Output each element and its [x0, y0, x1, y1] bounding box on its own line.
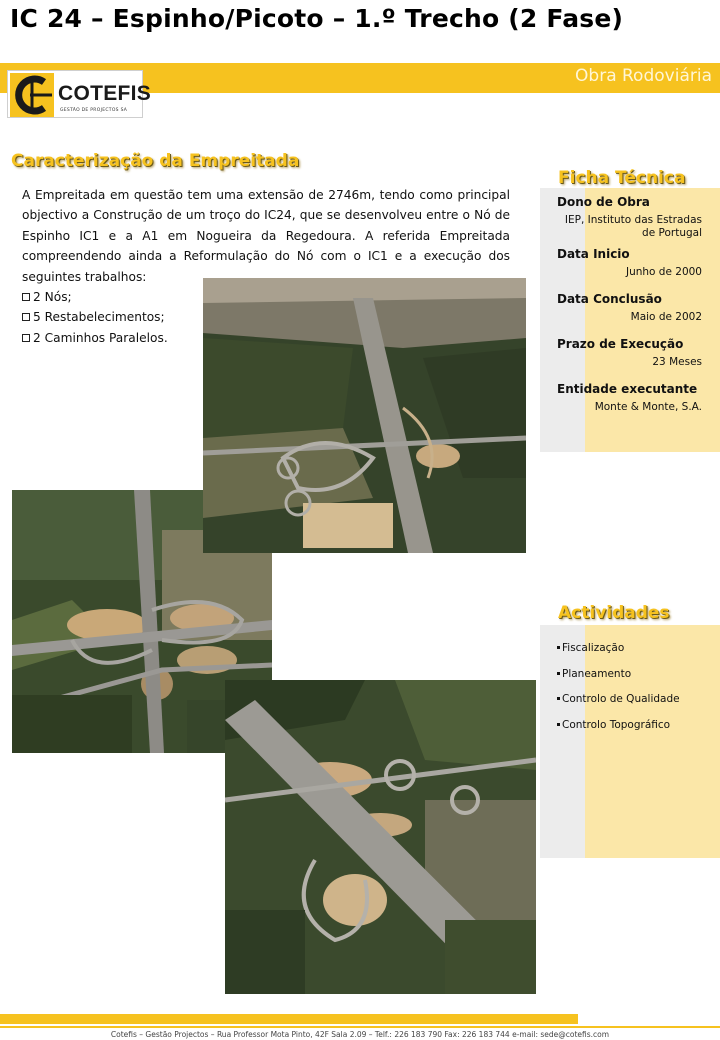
- works-item: 2 Caminhos Paralelos.: [22, 328, 168, 348]
- activity-item: Controlo Topográfico: [557, 719, 680, 745]
- cotefis-logo: [7, 70, 152, 118]
- project-type-label: Obra Rodoviária: [575, 66, 712, 86]
- spec-item-duration: Prazo de Execução 23 Meses: [557, 337, 702, 368]
- spec-item-owner: Dono de Obra IEP, Instituto das Estradas de Portugal: [557, 195, 702, 239]
- logo-subtitle: GESTÃO DE PROJECTOS SA: [60, 108, 128, 113]
- footer-band: [0, 1014, 578, 1024]
- characterization-text: A Empreitada em questão tem uma extensão de 2746m, tendo como principal objectivo a Construção de um troço do IC24, que se desenvolveu entre o Nó de Espinho IC1 e a A1 em Nogueira da Regedoura. A referida Empreitada compreendendo ainda a Reformulação do Nó com o IC1 e a execução dos seguintes trabalhos:: [22, 188, 510, 284]
- page-title: IC 24 – Espinho/Picoto – 1.º Trecho (2 Fase): [10, 4, 624, 33]
- footer-contact: Cotefis – Gestão Projectos – Rua Professor Mota Pinto, 42F Sala 2.09 – Telf.: 226 183 790 Fax: 226 183 744 e-mail: sede@cotefis.com: [110, 1030, 610, 1039]
- checkbox-icon: [22, 334, 30, 342]
- activities-list: [557, 642, 680, 744]
- logo-c-icon: [10, 73, 54, 117]
- logo-name: COTEFIS: [58, 82, 152, 105]
- characterization-heading: Caracterização da Empreitada: [11, 151, 300, 171]
- spec-item-start-date: Data Inicio Junho de 2000: [557, 247, 702, 278]
- activity-item: Controlo de Qualidade: [557, 693, 680, 719]
- checkbox-icon: [22, 313, 30, 321]
- activities-heading: Actividades: [558, 603, 670, 623]
- aerial-photo-highway-bottom: [225, 680, 536, 994]
- works-item: 5 Restabelecimentos;: [22, 307, 168, 327]
- bullet-icon: [557, 646, 560, 649]
- spec-item-end-date: Data Conclusão Maio de 2002: [557, 292, 702, 323]
- spec-item-contractor: Entidade executante Monte & Monte, S.A.: [557, 382, 702, 413]
- aerial-photo-highway-top: [203, 278, 526, 553]
- checkbox-icon: [22, 293, 30, 301]
- bullet-icon: [557, 697, 560, 700]
- bullet-icon: [557, 723, 560, 726]
- bullet-icon: [557, 672, 560, 675]
- works-list: [22, 287, 168, 348]
- works-item: 2 Nós;: [22, 287, 168, 307]
- footer-divider: [0, 1026, 720, 1028]
- activity-item: Fiscalização: [557, 642, 680, 668]
- activity-item: Planeamento: [557, 668, 680, 694]
- technical-sheet-heading: Ficha Técnica: [558, 168, 686, 188]
